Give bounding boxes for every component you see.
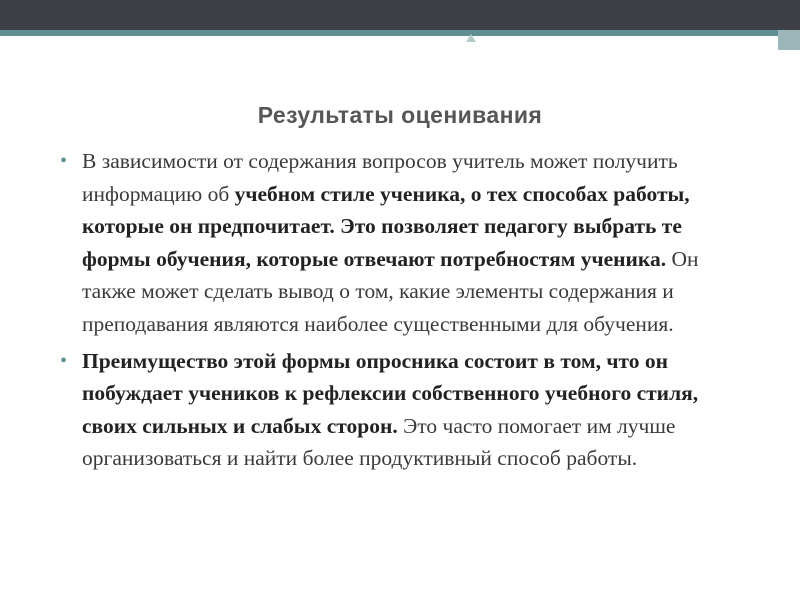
bullet-2-bold-text: Преимущество этой формы опросника состоит в том, что он побуждает учеников к рефлексии собственного учебного стиля, своих сильных и слабых сторон. xyxy=(82,348,699,438)
triangle-marker-icon xyxy=(466,34,476,42)
bullet-1-bold-text: учебном стиле ученика, о тех способах работы, которые он предпочитает. Это позволяет педагогу выбрать те формы обучения, которые отвечают потребностям ученика. xyxy=(82,181,690,271)
bullet-2-text-end: Это часто помогает им лучше организоваться и найти более продуктивный способ работы. xyxy=(82,413,676,471)
accent-line xyxy=(0,30,800,36)
slide-body xyxy=(60,145,755,475)
bullet-icon: • xyxy=(60,349,68,372)
bullet-1-text-end: Он также может сделать вывод о том, какие элементы содержания и преподавания являются наиболее существенными для обучения. xyxy=(82,246,699,336)
bullet-list xyxy=(60,145,755,475)
bullet-item-1 xyxy=(60,145,755,341)
bullet-item-2 xyxy=(60,345,755,475)
bullet-1-text-start: В зависимости от содержания вопросов учитель может получить информацию об xyxy=(82,149,678,206)
header-band xyxy=(0,0,800,30)
bullet-icon: • xyxy=(60,150,68,172)
corner-decoration xyxy=(778,30,800,50)
slide-title: Результаты оценивания xyxy=(257,102,543,128)
